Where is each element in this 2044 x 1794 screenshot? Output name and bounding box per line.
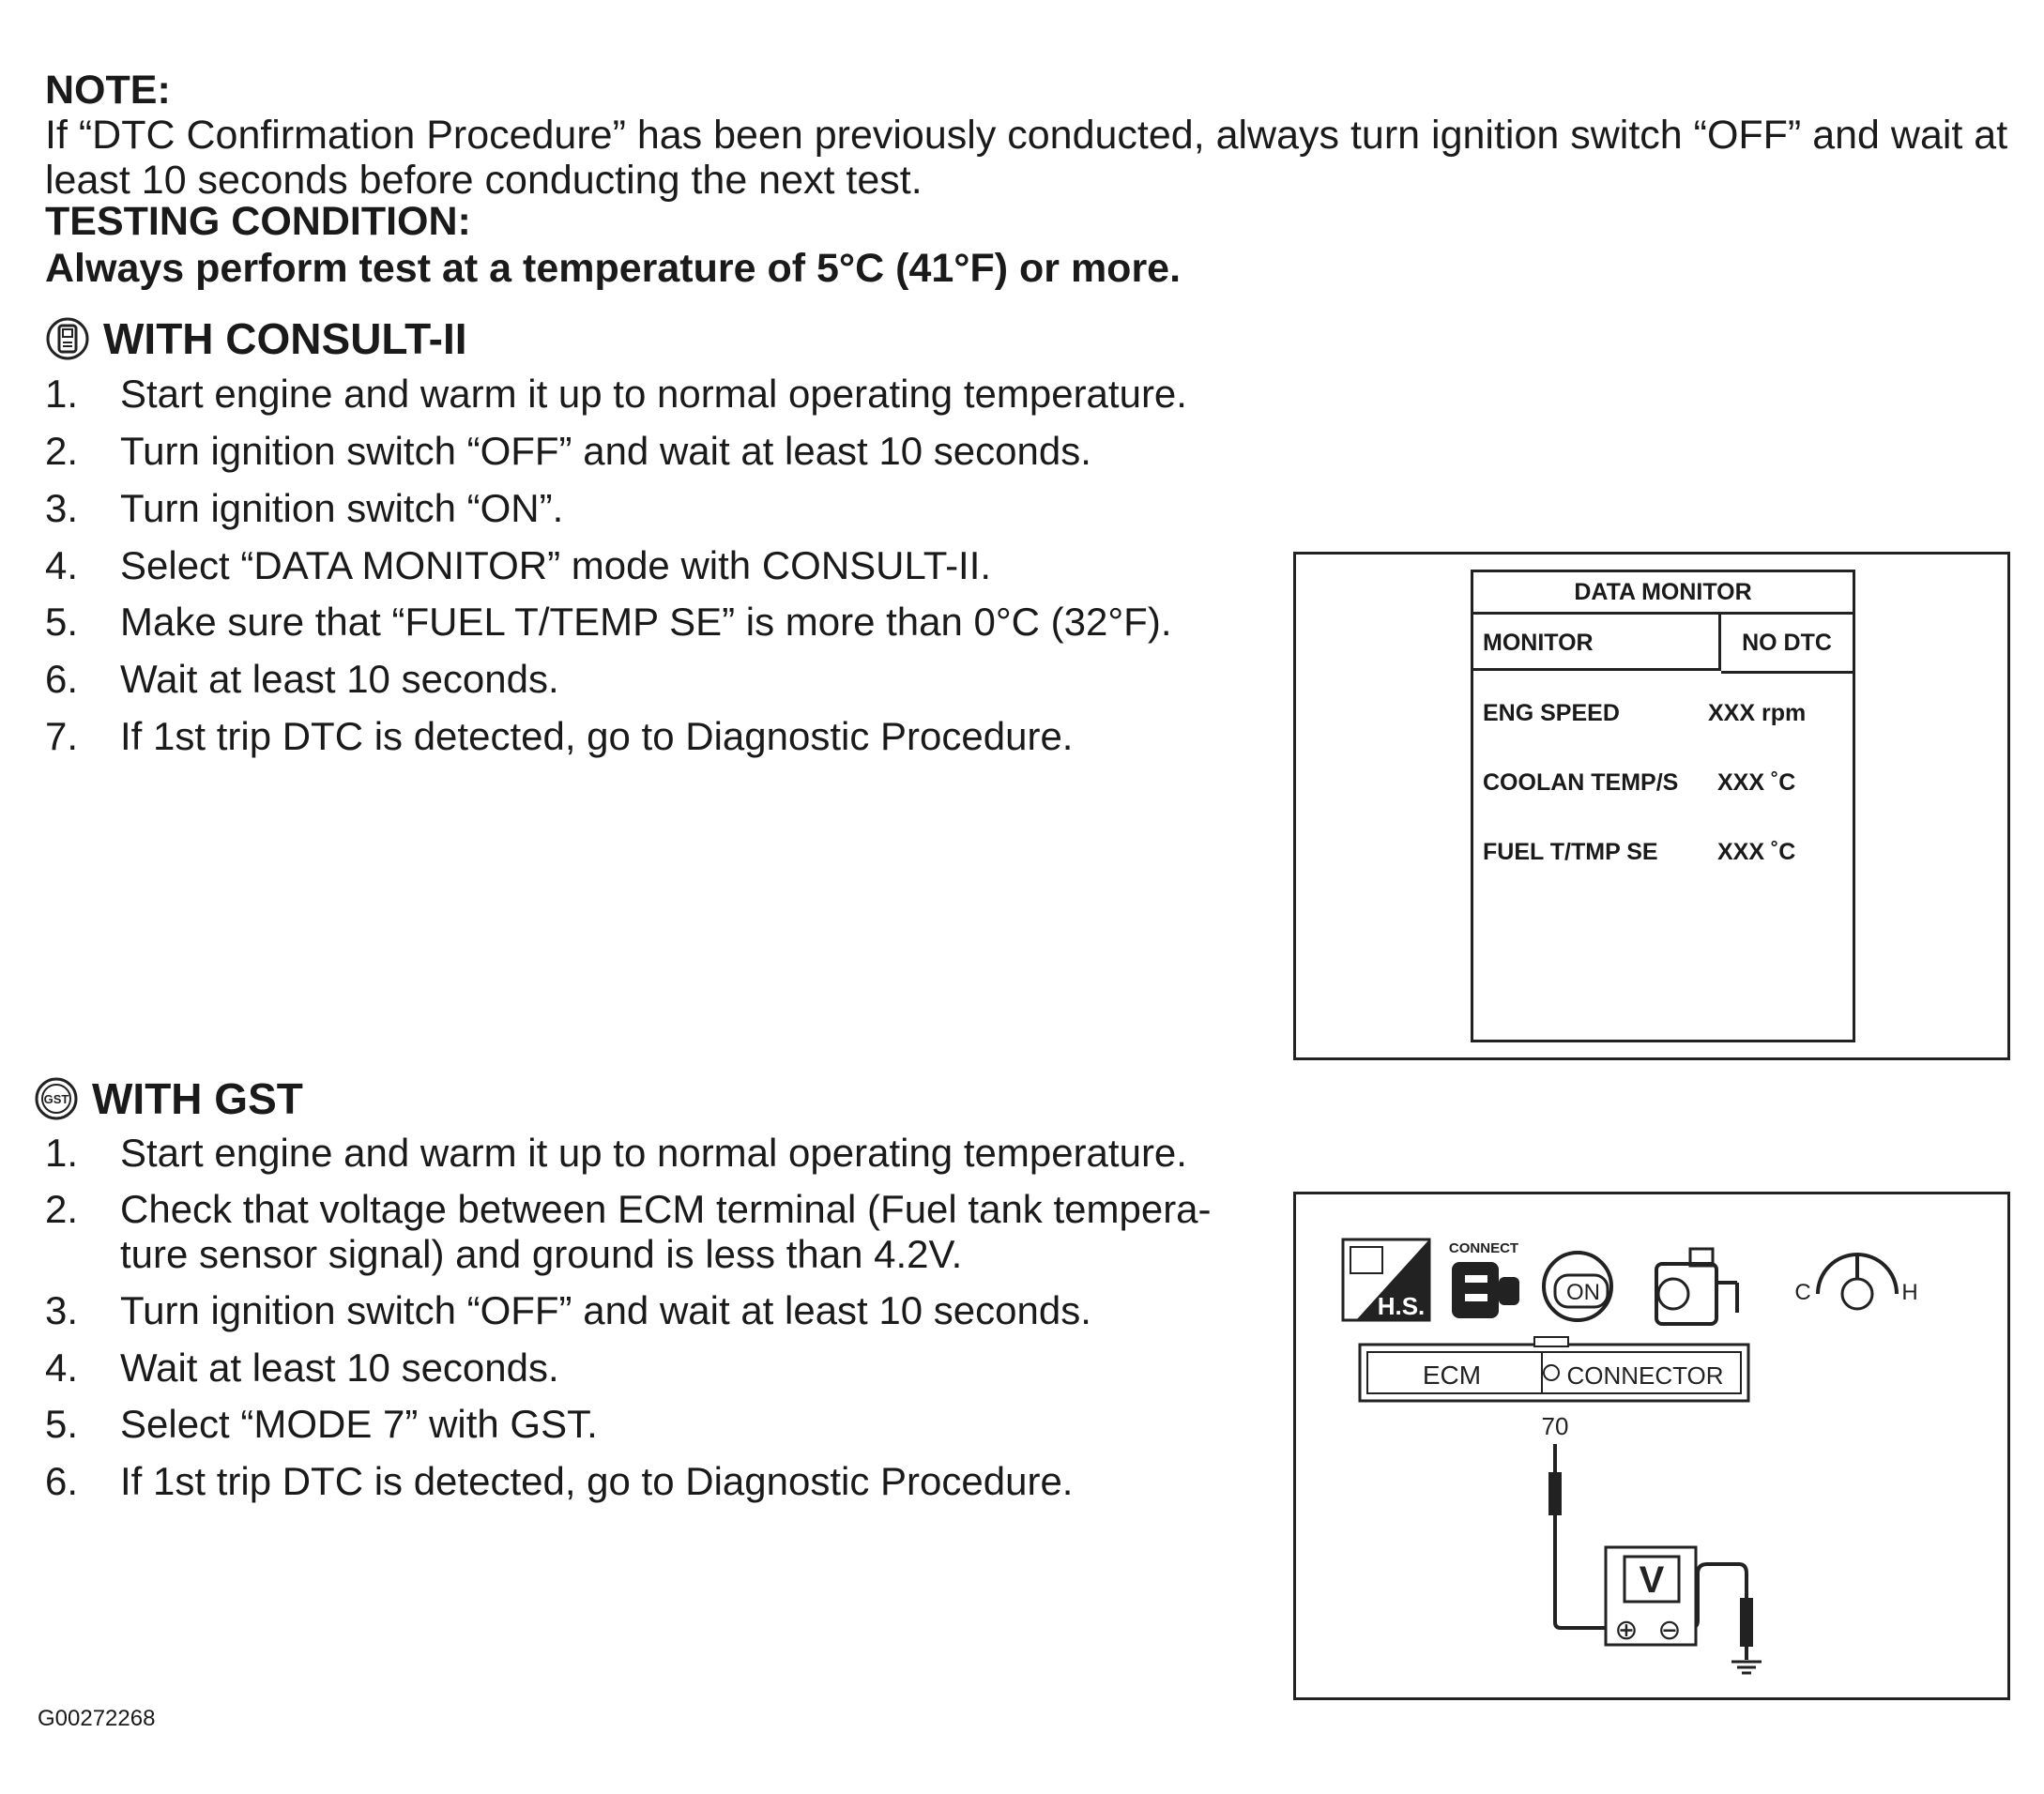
- status-column-header: NO DTC: [1721, 615, 1853, 674]
- connector-label: CONNECTOR: [1566, 1361, 1724, 1390]
- positive-terminal: ⊕: [1614, 1615, 1639, 1646]
- connect-icon: [1449, 1240, 1519, 1318]
- note-heading: NOTE:: [45, 68, 171, 113]
- ecm-connector: [1360, 1337, 1748, 1401]
- engine-icon: [1656, 1249, 1737, 1324]
- voltage-check-figure: [1293, 1192, 2010, 1700]
- monitor-row-label: FUEL T/TMP SE: [1483, 839, 1658, 865]
- monitor-column-header: MONITOR: [1473, 615, 1721, 671]
- voltmeter: [1606, 1547, 1696, 1646]
- monitor-row-value: XXX rpm: [1708, 700, 1807, 726]
- on-label: ON: [1566, 1280, 1600, 1305]
- hs-service-icon: [1343, 1239, 1429, 1320]
- testing-condition-heading: TESTING CONDITION:: [45, 199, 471, 244]
- consult-title: WITH CONSULT-II: [103, 314, 467, 363]
- svg-text:GST: GST: [43, 1092, 69, 1106]
- ecm-label: ECM: [1422, 1361, 1482, 1390]
- figure-code: G00272268: [38, 1706, 156, 1731]
- data-monitor-screen: [1471, 570, 1855, 1042]
- negative-terminal: ⊖: [1657, 1615, 1682, 1646]
- data-monitor-title: DATA MONITOR: [1473, 572, 1853, 615]
- gst-title: WITH GST: [92, 1074, 303, 1123]
- monitor-row-label: COOLAN TEMP/S: [1483, 769, 1679, 796]
- consult-section-title: [45, 313, 467, 364]
- terminal-number: 70: [1541, 1412, 1569, 1440]
- consult-tool-icon: [45, 316, 90, 361]
- testing-condition-body: Always perform test at a temperature of 5°C (41°F) or more.: [45, 246, 1182, 291]
- data-monitor-figure: [1293, 552, 2010, 1060]
- gst-section-title: [34, 1073, 303, 1124]
- monitor-row-value: XXX ˚C: [1717, 769, 1796, 796]
- note-body: If “DTC Confirmation Procedure” has been previously conducted, always turn ignition switch “OFF” and wait at least 10 seconds before conducting the next test.: [45, 113, 2008, 203]
- temperature-gauge-icon: [1794, 1254, 1917, 1309]
- ignition-on-icon: [1544, 1253, 1611, 1320]
- monitor-row-value: XXX ˚C: [1717, 839, 1796, 865]
- gst-tool-icon: [34, 1076, 79, 1121]
- meter-label: V: [1639, 1559, 1665, 1601]
- hs-label: H.S.: [1377, 1292, 1426, 1320]
- gauge-cold-label: C: [1794, 1280, 1811, 1305]
- monitor-row-label: ENG SPEED: [1483, 700, 1620, 726]
- gauge-hot-label: H: [1901, 1280, 1918, 1305]
- connect-label: CONNECT: [1448, 1240, 1519, 1256]
- voltage-check-diagram: [1296, 1194, 2007, 1697]
